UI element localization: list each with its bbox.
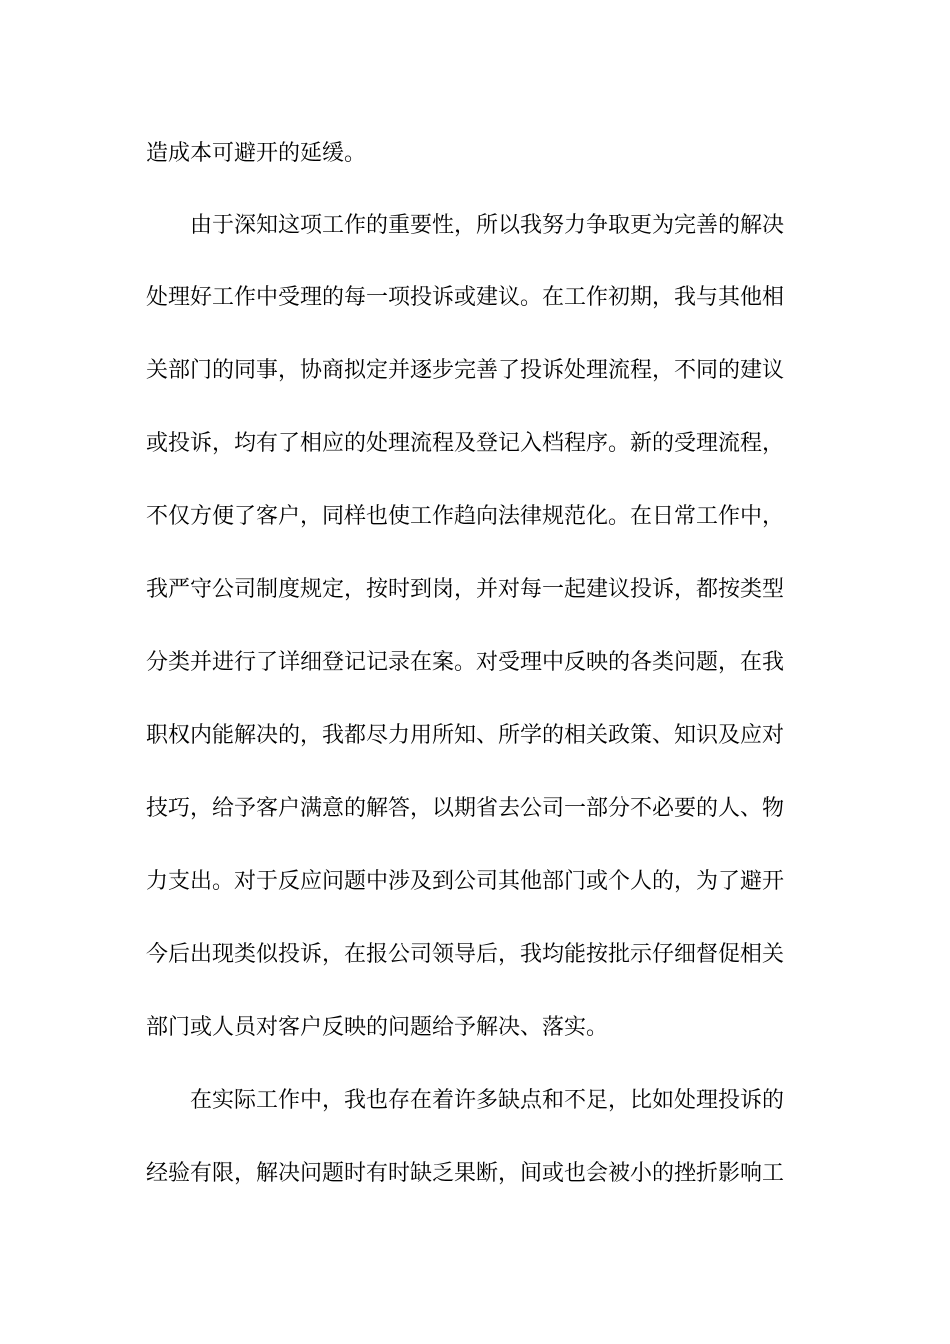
text-line: 力支出。对于反应问题中涉及到公司其他部门或个人的，为了避开 [146,869,785,894]
text-line: 部门或人员对客户反映的问题给予解决、落实。 [146,1015,609,1040]
text-line: 或投诉，均有了相应的处理流程及登记入档程序。新的受理流程， [146,431,785,456]
text-line: 不仅方便了客户，同样也使工作趋向法律规范化。在日常工作中， [146,504,785,529]
text-line: 处理好工作中受理的每一项投诉或建议。在工作初期，我与其他相 [146,285,785,310]
text-line: 关部门的同事，协商拟定并逐步完善了投诉处理流程，不同的建议 [146,358,785,383]
text-line: 经验有限，解决问题时有时缺乏果断，间或也会被小的挫折影响工 [146,1161,785,1186]
text-line: 分类并进行了详细登记记录在案。对受理中反映的各类问题，在我 [146,650,785,675]
text-line: 造成本可避开的延缓。 [146,141,367,166]
paragraph-start-line: 由于深知这项工作的重要性，所以我努力争取更为完善的解决 [190,213,785,238]
text-line: 我严守公司制度规定，按时到岗，并对每一起建议投诉，都按类型 [146,577,785,602]
text-line: 技巧，给予客户满意的解答，以期省去公司一部分不必要的人、物 [146,796,785,821]
paragraph-start-line: 在实际工作中，我也存在着许多缺点和不足，比如处理投诉的 [190,1088,785,1113]
text-line: 今后出现类似投诉，在报公司领导后，我均能按批示仔细督促相关 [146,942,785,967]
text-line: 职权内能解决的，我都尽力用所知、所学的相关政策、知识及应对 [146,723,785,748]
